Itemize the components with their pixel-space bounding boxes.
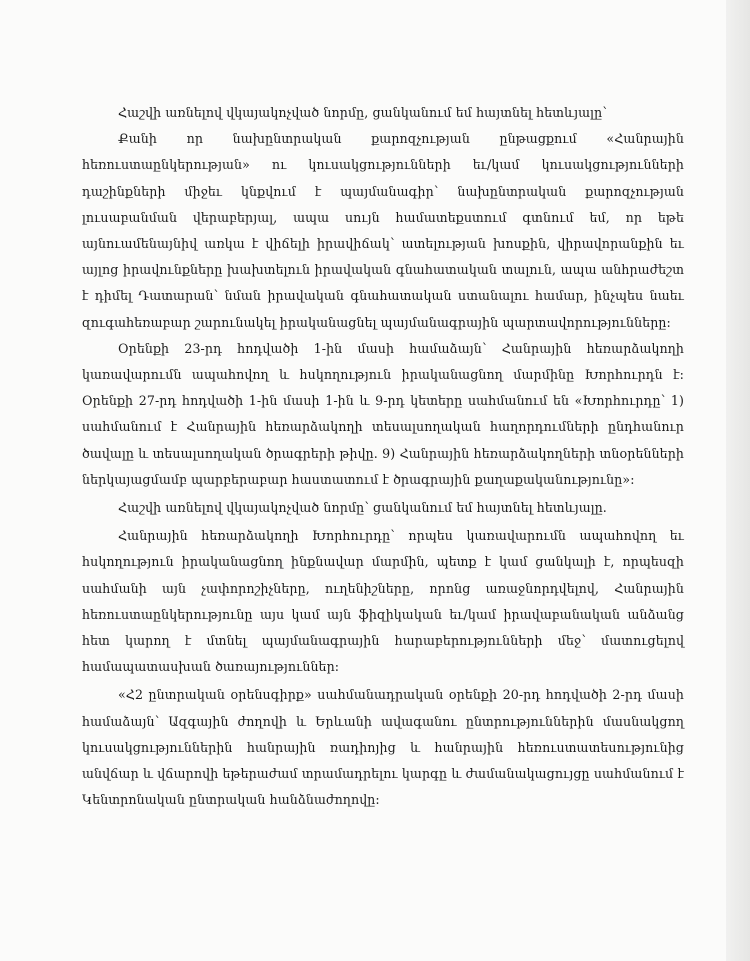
paragraph-6: «Հ2 ընտրական օրենսգիրք» սահմանադրական օրենքի 20-րդ հոդվածի 2-րդ մասի համաձայն՝ Ազգային ժողովի և Երևանի ավագանու ընտրություններին մասնակցող կուսակցություններին հանրային ռադիոյից և հանրային հեռուստատեսությունից անվճար և վճարովի եթերաժամ տրամադրելու կարգը և ժամանակացույցը սահմանում է Կենտրոնական ընտրական հանձնաժողովը: <box>82 687 684 808</box>
paragraph-1: Հաշվի առնելով վկայակոչված նորմը, ցանկանում եմ հայտնել հետևյալը՝ <box>118 105 607 120</box>
page-edge-shadow <box>726 0 750 961</box>
paragraph-5: Հանրային հեռարձակողի Խորհուրդը՝ որպես կառավարումն ապահովող եւ հսկողություն իրականացնող ինքնավար մարմին, պետք է կամ ցանկալի է, որպեսզի սահմանի այն չափորոշիչները, ուղենիշները, որոնց առաջնորդվելով, Հանրային հեռուստաընկերությունը այս կամ այն ֆիզիկական եւ/կամ իրավաբանական անձանց հետ կարող է մտնել պայմանագրային հարաբերությունների մեջ՝ մատուցելով համապատասխան ծառայություններ: <box>82 528 684 675</box>
paragraph-2: Քանի որ նախընտրական քարոզչության ընթացքում «Հանրային հեռուստաընկերության» ու կուսակցությունների եւ/կամ կուսակցությունների դաշինքների միջեւ կնքվում է պայմանագիր՝ նախընտրական քարոզչության լուսաբանման վերաբերյալ, ապա սույն համատեքստում գտնում եմ, որ եթե այնուամենայնիվ առկա է վիճելի իրավիճակ՝ ատելության խոսքին, վիրավորանքին եւ այլոց իրավունքները խախտելուն իրավական գնահատական տալուն, ապա անհրաժեշտ է դիմել Դատարան՝ նման իրավական գնահատական ստանալու համար, ինչպես նաեւ զուգահեռաբար շարունակել իրականացնել պայմանագրային պարտավորությունները: <box>82 131 684 330</box>
paragraph-4: Հաշվի առնելով վկայակոչված նորմը՝ ցանկանում եմ հայտնել հետևյալը. <box>118 500 607 516</box>
document-body <box>82 100 684 813</box>
paragraph-3: Օրենքի 23-րդ հոդվածի 1-ին մասի համաձայն՝ Հանրային հեռարձակողի կառավարումն ապահովող և հսկողություն իրականացնող մարմինը Խորհուրդն է: Օրենքի 27-րդ հոդվածի 1-ին մասի 1-ին և 9-րդ կետերը սահմանում են «Խորհուրդը՝ 1) սահմանում է Հանրային հեռարձակողի տեսալսողական հաղորդումների ընդհանուր ծավալը և տեսալսողական ծրագրերի թիվը. 9) Հանրային հեռարձակողների տնօրենների ներկայացմամբ պարբերաբար հաստատում է ծրագրային քաղաքականությունը»: <box>82 340 684 487</box>
